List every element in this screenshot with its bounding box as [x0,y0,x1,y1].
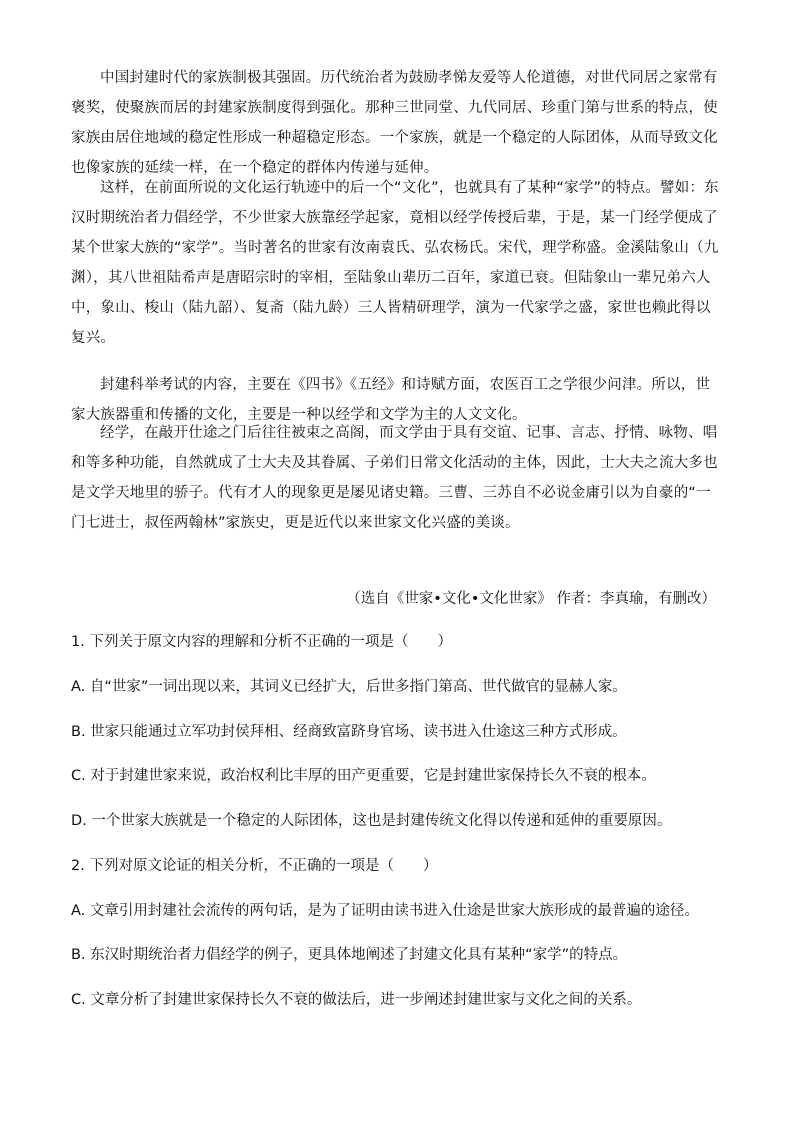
question-2-option-b: B. 东汉时期统治者力倡经学的例子，更具体地阐述了封建文化具有某种“家学”的特点。 [71,947,628,963]
passage-paragraph-1: 中国封建时代的家族制极其强固。历代统治者为鼓励孝悌友爱等人伦道德，对世代同居之家常有褒奖，使聚族而居的封建家族制度得到强化。那种三世同堂、九代同居、珍重门第与世系的特点，使家族由居住地域的稳定性形成一种超稳定形态。一个家族，就是一个稳定的人际团体，从而导致文化也像家族的延续一样，在一个稳定的群体内传递与延伸。 [71,70,718,176]
question-1-option-b: B. 世家只能通过立军功封侯拜相、经商致富跻身官场、读书进入仕途这三种方式形成。 [71,724,627,740]
question-1-option-d: D. 一个世家大族就是一个稳定的人际团体，这也是封建传统文化得以传递和延伸的重要原因。 [71,813,672,829]
question-2-option-c: C. 文章分析了封建世家保持长久不衰的做法后，进一步阐述封建世家与文化之间的关系。 [71,992,642,1008]
question-1-stem: 1. 下列关于原文内容的理解和分析不正确的一项是（ ） [71,634,452,650]
passage-paragraph-2: 这样，在前面所说的文化运行轨迹中的后一个“文化”，也就具有了某种“家学”的特点。譬如：东汉时期统治者力倡经学，不少世家大族靠经学起家，竟相以经学传授后辈，于是，某一门经学便成了某个世家大族的“家学”。当时著名的世家有汝南袁氏、弘农杨氏。宋代，理学称盛。金溪陆象山（九渊），其八世祖陆希声是唐昭宗时的宰相，至陆象山辈历二百年，家道已衰。但陆象山一辈兄弟六人中，象山、梭山（陆九韶）、复斋（陆九龄）三人皆精研理学，演为一代家学之盛，家世也赖此得以复兴。 [71,180,719,346]
passage-source: （选自《世家•文化•文化世家》 作者：李真瑜，有删改） [346,591,716,607]
question-2-stem: 2. 下列对原文论证的相关分析，不正确的一项是（ ） [71,858,438,874]
passage-paragraph-4: 经学，在敲开仕途之门后往往被束之高阁，而文学由于具有交谊、记事、言志、抒情、咏物、唱和等多种功能，自然就成了士大夫及其眷属、子弟们日常文化活动的主体，因此，士大夫之流大多也是文学天地里的骄子。代有才人的现象更是屡见诸史籍。三曹、三苏自不必说金庸引以为自豪的“一门七进士，叔侄两翰林”家族史，更是近代以来世家文化兴盛的美谈。 [71,425,718,531]
question-2-option-a: A. 文章引用封建社会流传的两句话，是为了证明由读书进入仕途是世家大族形成的最普遍的途径。 [71,903,699,919]
question-1-option-c: C. 对于封建世家来说，政治权利比丰厚的田产更重要，它是封建世家保持长久不衰的根本。 [71,768,656,784]
question-1-option-a: A. 自“世家”一词出现以来，其词义已经扩大，后世多指门第高、世代做官的显赫人家。 [71,679,627,695]
passage-paragraph-3: 封建科举考试的内容，主要在《四书》《五经》和诗赋方面，农医百工之学很少问津。所以，世家大族器重和传播的文化，主要是一种以经学和文学为主的人文文化。 [71,377,711,423]
